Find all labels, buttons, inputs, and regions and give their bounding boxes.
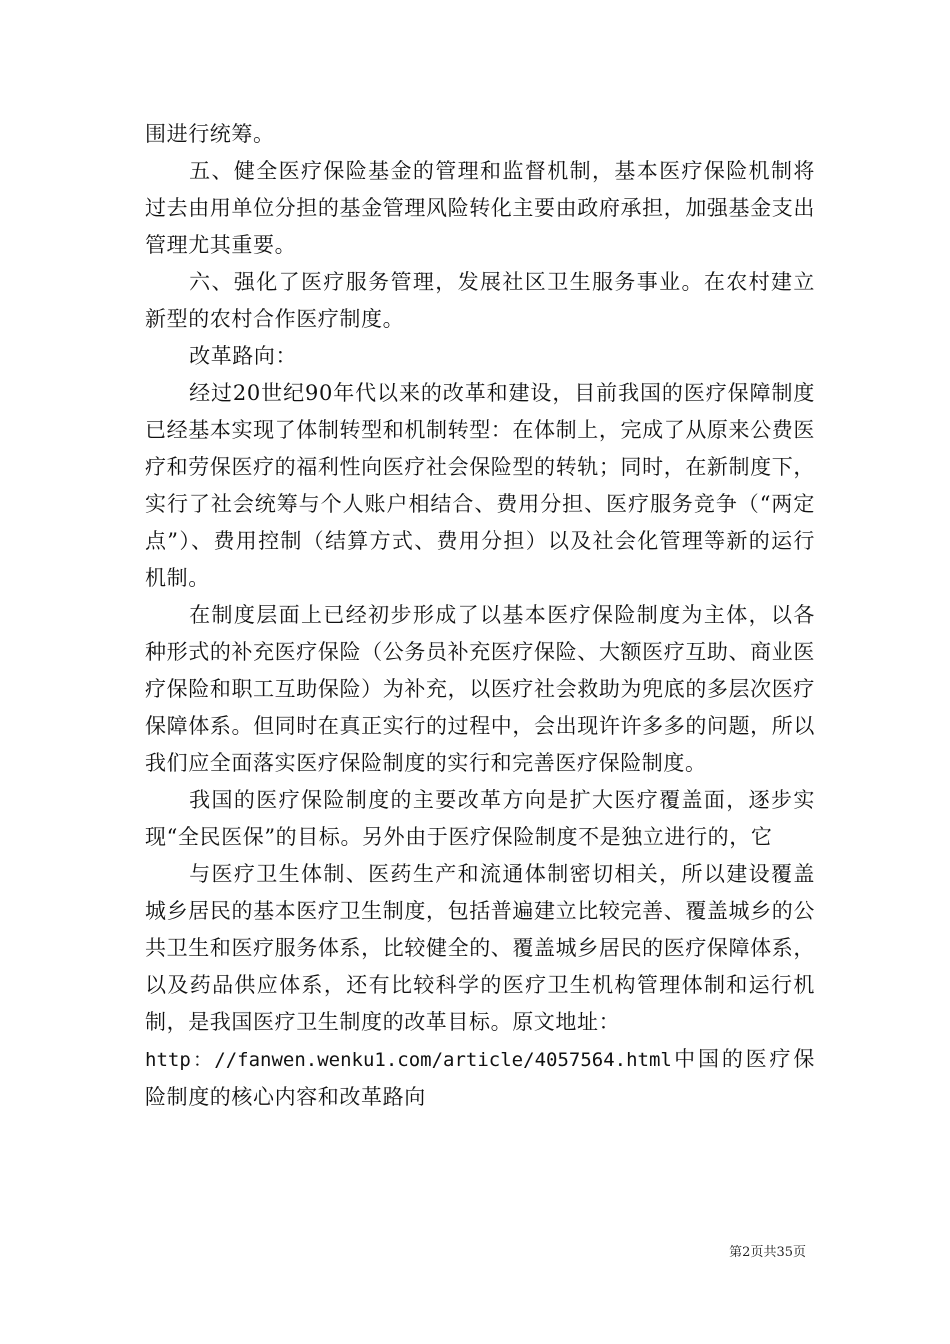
source-url: http：//fanwen.wenku1.com/article/4057564.html <box>145 1049 672 1071</box>
source-title: 中国的医疗保险制度的核心内容和改革路向 <box>145 1047 815 1109</box>
paragraph-5: 经过20世纪90年代以来的改革和建设，目前我国的医疗保障制度已经基本实现了体制转型和机制转型：在体制上，完成了从原来公费医疗和劳保医疗的福利性向医疗社会保险型的转轨；同时，在新制度下，实行了社会统筹与个人账户相结合、费用分担、医疗服务竞争（“两定点”）、费用控制（结算方式、费用分担）以及社会化管理等新的运行机制。 <box>145 381 815 590</box>
paragraph-8: 与医疗卫生体制、医药生产和流通体制密切相关，所以建设覆盖城乡居民的基本医疗卫生制度，包括普遍建立比较完善、覆盖城乡的公共卫生和医疗服务体系，比较健全的、覆盖城乡居民的医疗保障体系，以及药品供应体系，还有比较科学的医疗卫生机构管理体制和运行机制，是我国医疗卫生制度的改革目标。原文地址： <box>145 862 815 1034</box>
source-url-line <box>145 1041 815 1116</box>
paragraph-4: 改革路向： <box>189 344 298 368</box>
document-body <box>145 116 815 1116</box>
paragraph-1: 围进行统筹。 <box>145 122 275 146</box>
paragraph-3: 六、强化了医疗服务管理，发展社区卫生服务事业。在农村建立新型的农村合作医疗制度。 <box>145 270 815 331</box>
page-number: 第2页共35页 <box>729 1245 806 1260</box>
paragraph-2: 五、健全医疗保险基金的管理和监督机制，基本医疗保险机制将过去由用单位分担的基金管理风险转化主要由政府承担，加强基金支出管理尤其重要。 <box>145 159 815 257</box>
paragraph-7: 我国的医疗保险制度的主要改革方向是扩大医疗覆盖面，逐步实现“全民医保”的目标。另外由于医疗保险制度不是独立进行的，它 <box>145 788 815 849</box>
paragraph-6: 在制度层面上已经初步形成了以基本医疗保险制度为主体，以各种形式的补充医疗保险（公务员补充医疗保险、大额医疗互助、商业医疗保险和职工互助保险）为补充，以医疗社会救助为兜底的多层次医疗保障体系。但同时在真正实行的过程中，会出现许许多多的问题，所以我们应全面落实医疗保险制度的实行和完善医疗保险制度。 <box>145 603 815 775</box>
